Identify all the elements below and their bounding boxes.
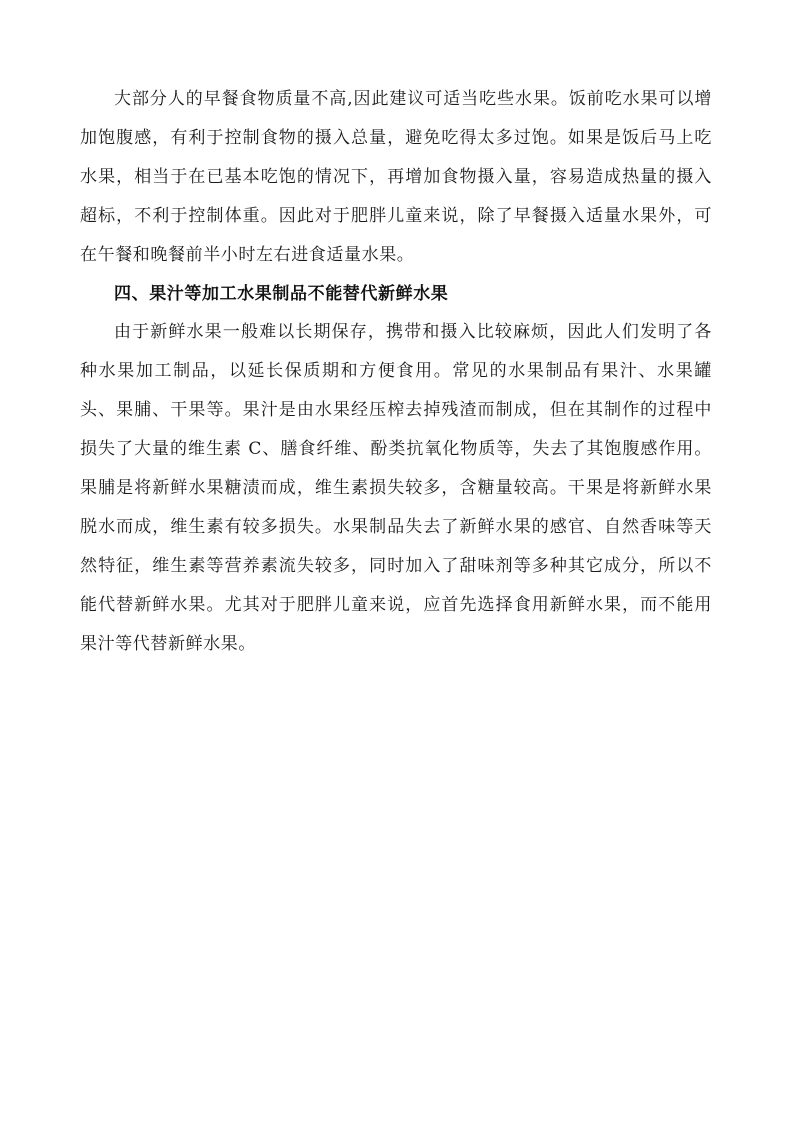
paragraph-processed-fruit: 由于新鲜水果一般难以长期保存，携带和摄入比较麻烦，因此人们发明了各种水果加工制品，以延长保质期和方便食用。常见的水果制品有果汁、水果罐头、果脯、干果等。果汁是由水果经压榨去掉残渣而制成，但在其制作的过程中损失了大量的维生素 C、膳食纤维、酚类抗氧化物质等，失去了其饱腹感作用。果脯是将新鲜水果糖渍而成，维生素损失较多，含糖量较高。干果是将新鲜水果脱水而成，维生素有较多损失。水果制品失去了新鲜水果的感官、自然香味等天然特征，维生素等营养素流失较多，同时加入了甜味剂等多种其它成分，所以不能代替新鲜水果。尤其对于肥胖儿童来说，应首先选择食用新鲜水果，而不能用果汁等代替新鲜水果。 [80, 322, 712, 654]
paragraph-breakfast-fruit: 大部分人的早餐食物质量不高,因此建议可适当吃些水果。饭前吃水果可以增加饱腹感，有利于控制食物的摄入总量，避免吃得太多过饱。如果是饭后马上吃水果，相当于在已基本吃饱的情况下，再增加食物摄入量，容易造成热量的摄入超标，不利于控制体重。因此对于肥胖儿童来说，除了早餐摄入适量水果外，可在午餐和晚餐前半小时左右进食适量水果。 [80, 89, 712, 265]
section-heading-4: 四、果汁等加工水果制品不能替代新鲜水果 [114, 283, 449, 304]
document-body [80, 80, 712, 664]
